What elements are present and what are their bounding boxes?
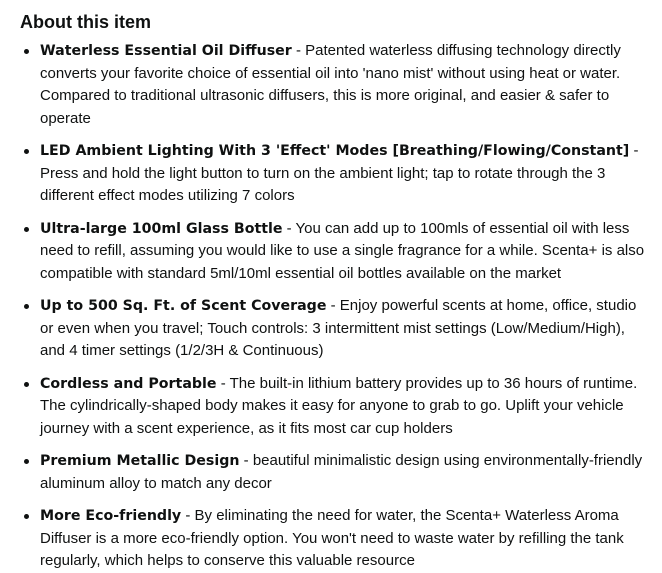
bullet-dot-icon xyxy=(24,514,29,519)
bullet-dot-icon xyxy=(24,149,29,154)
bullet-dot-icon xyxy=(24,382,29,387)
feature-bullet-eco-friendly xyxy=(20,505,650,573)
feature-bullet-glass-bottle xyxy=(20,218,650,286)
feature-name: LED Ambient Lighting With 3 'Effect' Modes [Breathing/Flowing/Constant] xyxy=(40,143,630,159)
bullet-dot-icon xyxy=(24,49,29,54)
feature-bullet-scent-coverage xyxy=(20,295,650,363)
feature-description: - By eliminating the need for water, the Scenta+ Waterless Aroma Diffuser is a more eco-friendly option. You won't need to waste water by refilling the tank regularly, which helps to conserve this valuable resource xyxy=(40,507,624,569)
feature-bullet-waterless xyxy=(20,40,650,130)
feature-bullet-list xyxy=(20,40,650,573)
feature-description: - The built-in lithium battery provides up to 36 hours of runtime. The cylindrically-shaped body makes it easy for anyone to grab to go. Uplift your vehicle journey with a scent experience, as it fits most car cup holders xyxy=(40,374,638,437)
feature-name: Waterless Essential Oil Diffuser xyxy=(40,43,292,59)
feature-name: More Eco-friendly xyxy=(40,508,182,524)
feature-name: Up to 500 Sq. Ft. of Scent Coverage xyxy=(40,298,327,314)
feature-bullet-led-lighting xyxy=(20,140,650,208)
bullet-dot-icon xyxy=(24,304,29,309)
bullet-dot-icon xyxy=(24,227,29,232)
feature-bullet-metallic-design xyxy=(20,450,650,495)
feature-description: -Press and hold the light button to turn on the ambient light; tap to rotate through the 3 different effect modes utilizing 7 colors xyxy=(40,142,639,204)
feature-description: - Enjoy powerful scents at home, office, studio or even when you travel; Touch controls: 3 intermittent mist settings (Low/Medium/High), and 4 timer settings (1/2/3H & Continuous) xyxy=(40,297,637,359)
feature-name: Ultra-large 100ml Glass Bottle xyxy=(40,220,283,237)
feature-description: - Patented waterless diffusing technology directly converts your favorite choice of essential oil into 'nano mist' without using heat or water. Compared to traditional ultrasonic diffusers, this is more original, and easier & safer to operate xyxy=(40,42,621,127)
bullet-dot-icon xyxy=(24,459,29,464)
feature-description: - beautiful minimalistic design using environmentally-friendly aluminum alloy to match any decor xyxy=(40,452,643,492)
feature-description: - You can add up to 100mls of essential oil with less need to refill, assuming you would like to use a single fragrance for a while. Scenta+ is also compatible with standard 5ml/10ml essential oil bottles available on the market xyxy=(40,219,645,282)
feature-name: Premium Metallic Design xyxy=(40,453,240,469)
feature-bullet-cordless xyxy=(20,373,650,441)
feature-name: Cordless and Portable xyxy=(40,375,217,392)
section-title: About this item xyxy=(20,12,151,32)
